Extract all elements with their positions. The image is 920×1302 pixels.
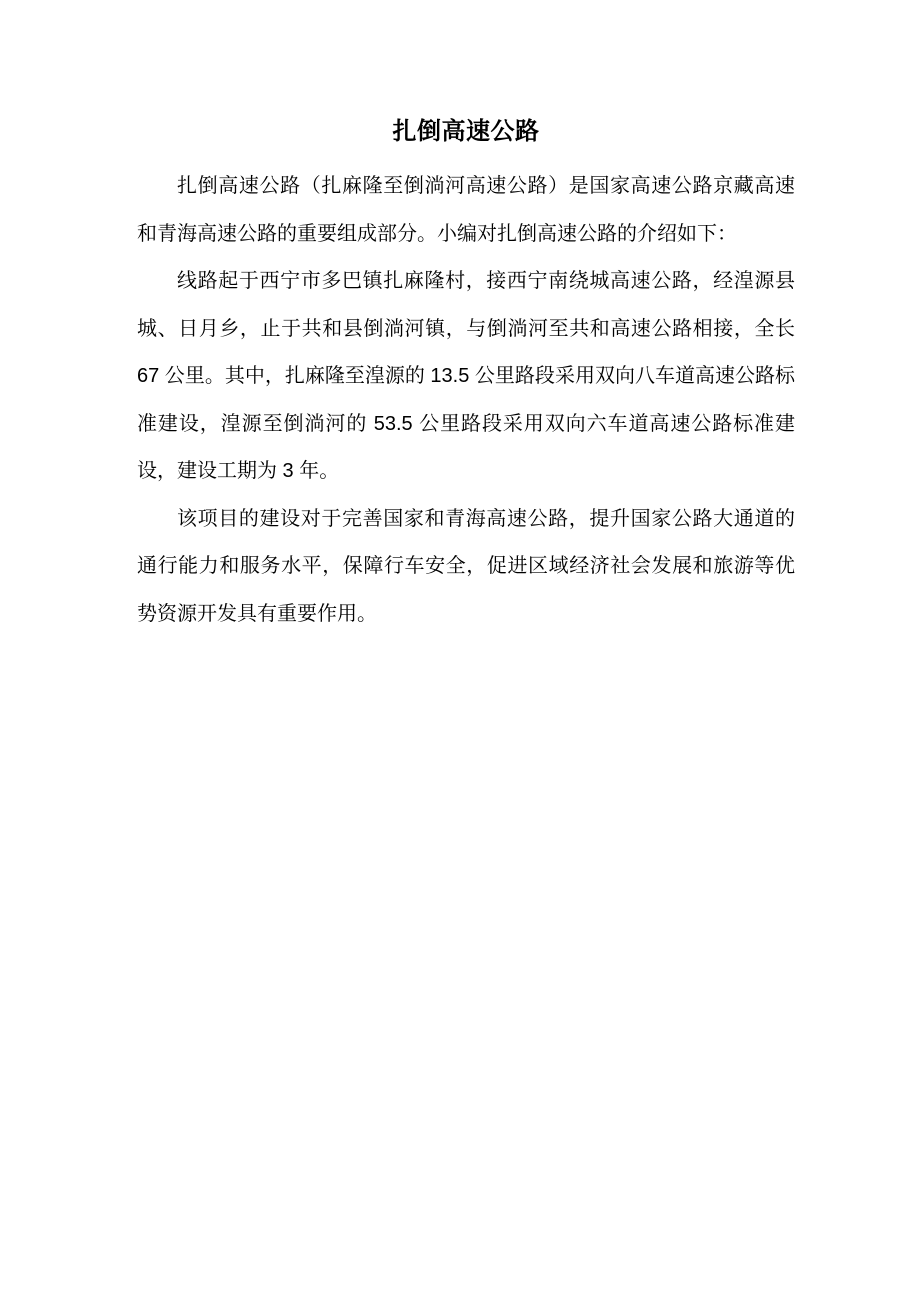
paragraph-intro: 扎倒高速公路（扎麻隆至倒淌河高速公路）是国家高速公路京藏高速和青海高速公路的重要组成部分。小编对扎倒高速公路的介绍如下：	[137, 175, 795, 245]
paragraph-route-details: 线路起于西宁市多巴镇扎麻隆村，接西宁南绕城高速公路，经湟源县城、日月乡，止于共和县倒淌河镇，与倒淌河至共和高速公路相接，全长 67 公里。其中，扎麻隆至湟源的 13.5 公里路段采用双向八车道高速公路标准建设，湟源至倒淌河的 53.5 公里路段采用双向六车道高速公路标准建设，建设工期为 3 年。	[137, 270, 795, 482]
document-title: 扎倒高速公路	[392, 118, 540, 145]
paragraph-significance: 该项目的建设对于完善国家和青海高速公路，提升国家公路大通道的通行能力和服务水平，保障行车安全，促进区域经济社会发展和旅游等优势资源开发具有重要作用。	[137, 507, 795, 625]
